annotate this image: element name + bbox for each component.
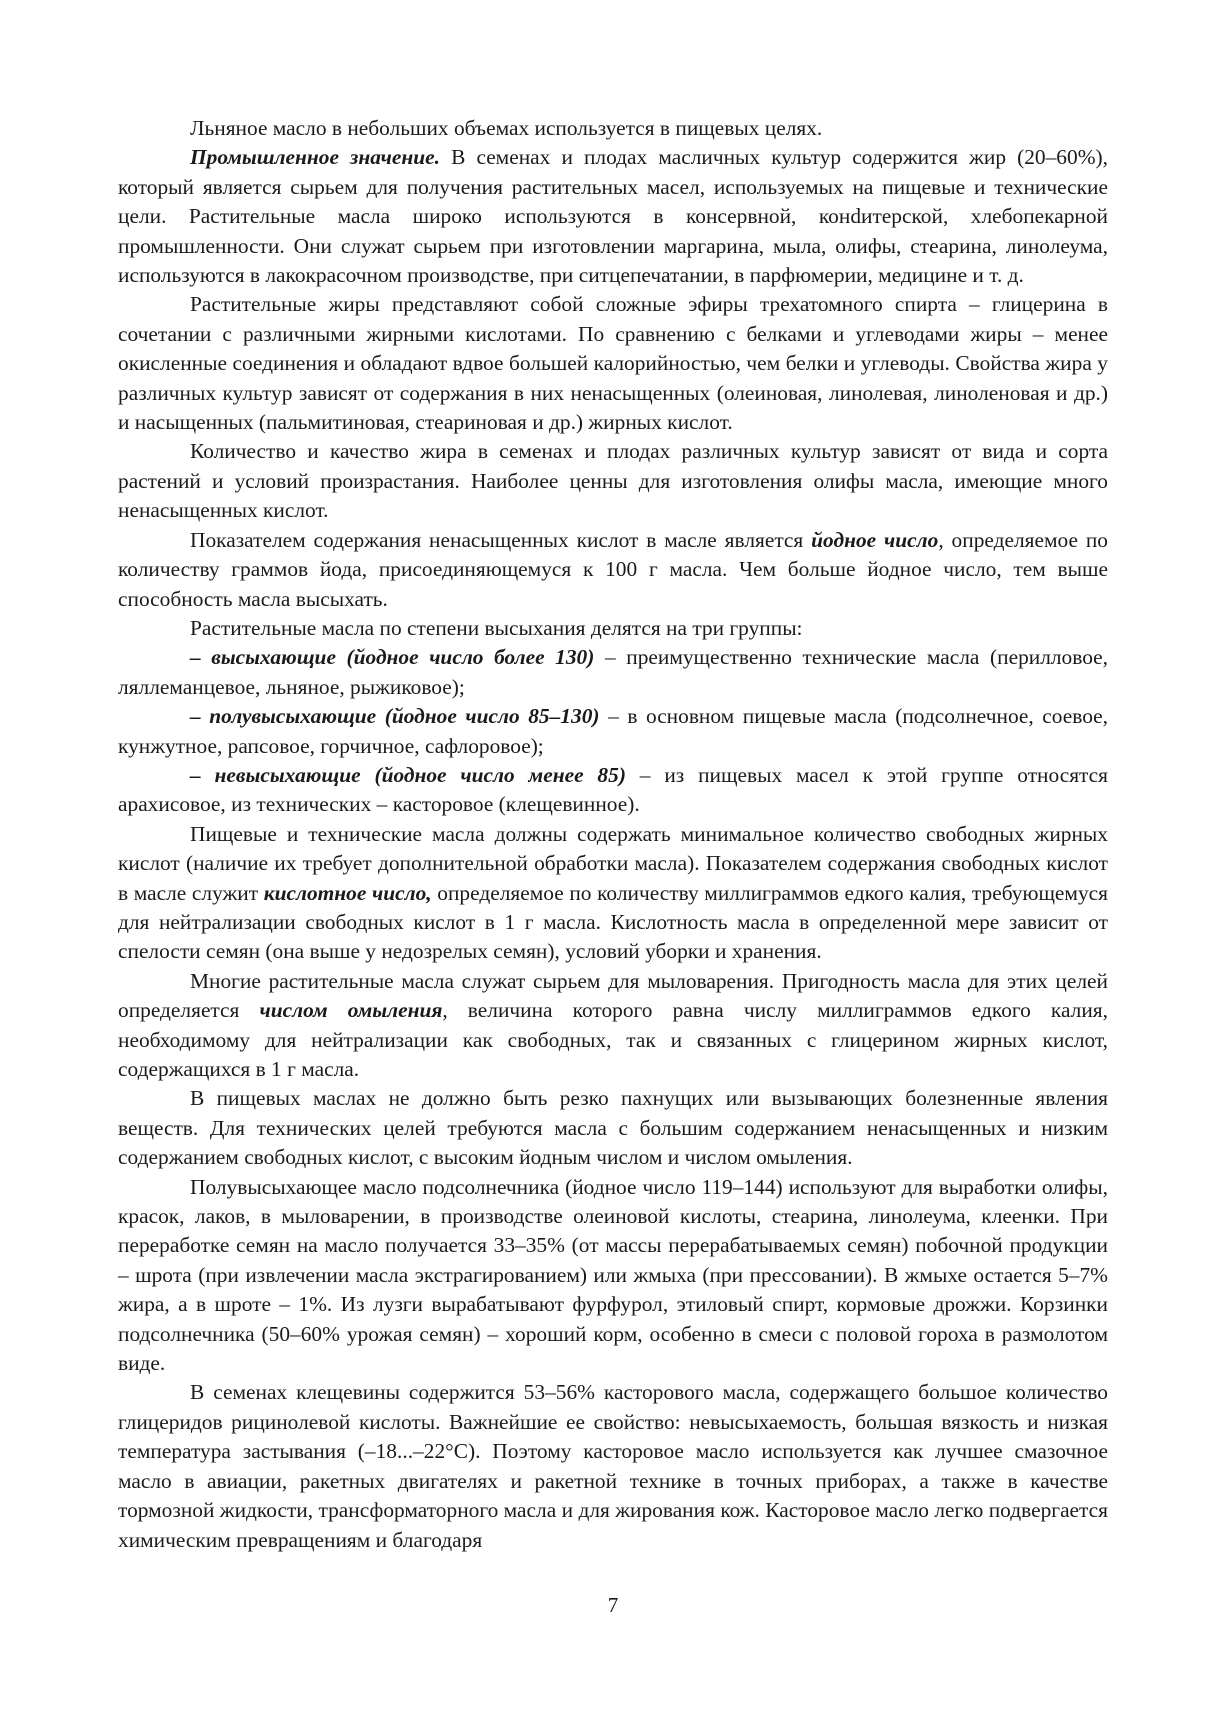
emphasis-term: кислотное число, [263, 880, 432, 905]
document-page [118, 114, 1108, 1674]
list-item-semi-drying [118, 702, 1108, 761]
emphasis-term: – полувысыхающие (йодное число 85–130) [190, 704, 600, 729]
body-text [118, 114, 1108, 1555]
paragraph-industrial-value [118, 143, 1108, 290]
list-item-non-drying [118, 761, 1108, 820]
text-run: Многие растительные масла служат сырьем для мыловарения. Пригодность масла для этих целей определяется [118, 968, 1108, 1023]
paragraph-drying-groups [118, 614, 1108, 643]
paragraph-fat-quality [118, 437, 1108, 525]
paragraph-acid-number [118, 820, 1108, 967]
paragraph-iodine-number [118, 526, 1108, 614]
text-run: Растительные масла по степени высыхания делятся на три группы: [190, 615, 803, 640]
emphasis-term: – невысыхающие (йодное число менее 85) [190, 762, 626, 787]
emphasis-term: – высыхающие (йодное число более 130) [190, 645, 595, 670]
text-run: – из пищевых масел к этой группе относятся арахисовое, из технических – касторовое (клещевинное). [118, 762, 1108, 817]
paragraph-flax-oil [118, 114, 1108, 143]
paragraph-saponification [118, 967, 1108, 1085]
paragraph-vegetable-fats [118, 290, 1108, 437]
text-run: , определяемое по количеству граммов йода, присоединяющемуся к 100 г масла. Чем больше йодное число, тем выше способность масла высыхать. [118, 527, 1108, 611]
page-number: 7 [607, 1593, 619, 1617]
text-run: В пищевых маслах не должно быть резко пахнущих или вызывающих болезненные явления веществ. Для технических целей требуются масла с большим содержанием ненасыщенных и низким содержанием свободных кислот, с высоким йодным числом и числом омыления. [118, 1086, 1108, 1170]
text-run: Показателем содержания ненасыщенных кислот в масле является [190, 527, 812, 552]
text-run: Льняное масло в небольших объемах используется в пищевых целях. [190, 116, 823, 140]
text-run: В семенах клещевины содержится 53–56% касторового масла, содержащего большое количество глицеридов рицинолевой кислоты. Важнейшие ее свойство: невысыхаемость, большая вязкость и низкая температура застывания (–18...–22°С). Поэтому касторовое масло используется как лучшее смазочное масло в авиации, ракетных двигателях и ракетной технике в точных приборах, а также в качестве тормозной жидкости, трансформаторного масла и для жирования кож. Касторовое масло легко подвергается химическим превращениям и благодаря [118, 1380, 1108, 1552]
text-run: В семенах и плодах масличных культур содержится жир (20–60%), который является сырьем для получения растительных масел, используемых на пищевые и технические цели. Растительные масла широко используются в консервной, конdитерской, хлебопекарной промышленности. Они служат сырьем при изготовлении маргарина, мыла, олифы, стеарина, линолеума, используются в лакокрасочном производстве, при ситцепечатании, в парфюмерии, медицине и т. д. [118, 145, 1108, 288]
paragraph-castor-oil [118, 1378, 1108, 1554]
text-run: – преимущественно технические масла (перилловое, ляллеманцевое, льняное, рыжиковое); [118, 645, 1109, 699]
emphasis-term: числом омыления [259, 998, 443, 1023]
text-run: Полувысыхающее масло подсолнечника (йодное число 119–144) используют для выработки олифы, красок, лаков, в мыловарении, в производстве олеиновой кислоты, стеарина, линолеума, клеенки. При переработке семян на масло получается 33–35% (от массы перерабатываемых семян) побочной продукции – шрота (при извлечении масла экстрагированием) или жмыха (при прессовании). В жмыхе остается 5–7% жира, а в шроте – 1%. Из лузги вырабатывают фурфурол, этиловый спирт, кормовые дрожжи. Корзинки подсолнечника (50–60% урожая семян) – хороший корм, особенно в смеси с половой гороха в размолотом виде. [118, 1174, 1108, 1376]
text-run: – в основном пищевые масла (подсолнечное, соевое, кунжутное, рапсовое, горчичное, сафлоровое); [118, 704, 1108, 758]
text-run: Пищевые и технические масла должны содержать минимальное количество свободных жирных кислот (наличие их требует дополнительной обработки масла). Показателем содержания свободных кислот в масле служит [118, 821, 1108, 905]
paragraph-sunflower-oil [118, 1173, 1108, 1379]
text-run: , величина которого равна числу миллиграммов едкого калия, необходимому для нейтрализации как свободных, так и связанных с глицерином жирных кислот, содержащихся в 1 г масла. [118, 998, 1108, 1081]
emphasis-term: йодное число [811, 527, 939, 552]
text-run: определяемое по количеству миллиграммов едкого калия, требующемуся для нейтрализации свободных кислот в 1 г масла. Кислотность масла в определенной мере зависит от спелости семян (она выше у недозрелых семян), условий уборки и хранения. [118, 880, 1108, 964]
paragraph-food-oils [118, 1084, 1108, 1172]
text-run: Растительные жиры представляют собой сложные эфиры трехатомного спирта – глицерина в сочетании с различными жирными кислотами. По сравнению с белками и углеводами жиры – менее окисленные соединения и обладают вдвое большей калорийностью, чем белки и углеводы. Свойства жира у различных культур зависят от содержания в них ненасыщенных (олеиновая, линолевая, линоленовая и др.) и насыщенных (пальмитиновая, стеариновая и др.) жирных кислот. [118, 292, 1108, 435]
emphasis-term: Промышленное значение. [190, 145, 440, 170]
list-item-drying [118, 643, 1108, 702]
text-run: Количество и качество жира в семенах и плодах различных культур зависят от вида и сорта растений и условий произрастания. Наиболее ценны для изготовления олифы масла, имеющие много ненасыщенных кислот. [118, 439, 1108, 523]
